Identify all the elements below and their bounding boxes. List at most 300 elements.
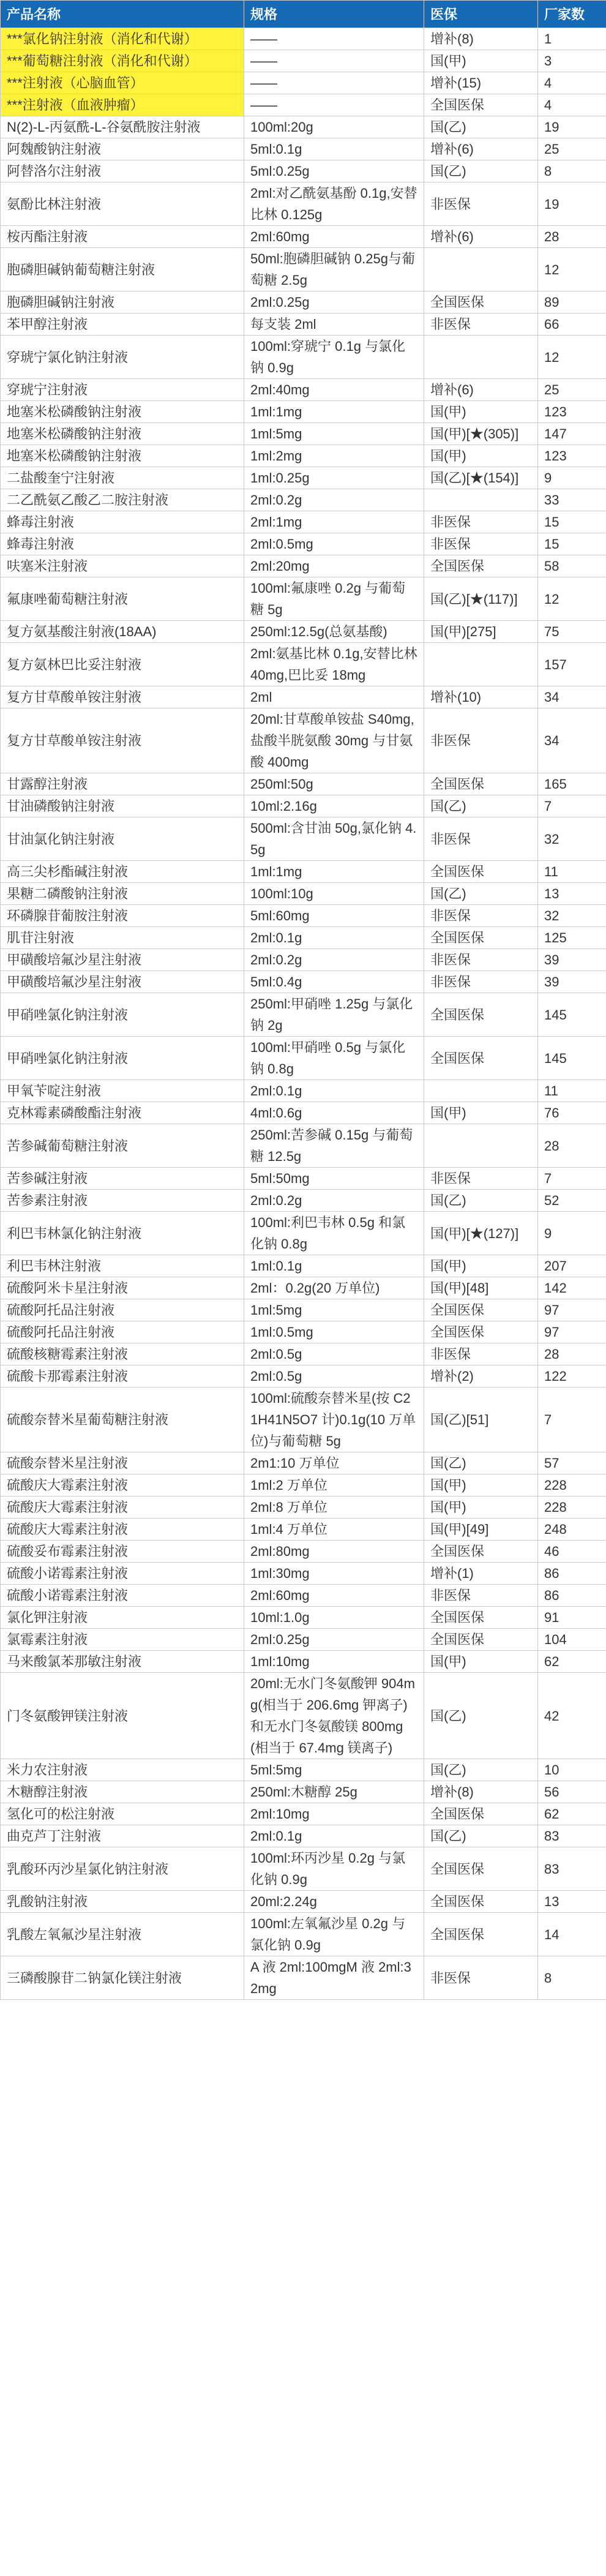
insurance-cell: 非医保 [424,708,538,773]
insurance-cell: 增补(1) [424,1563,538,1585]
spec-cell: 2ml:0.1g [244,927,424,949]
insurance-cell: 全国医保 [424,1299,538,1321]
product-name-cell: 复方甘草酸单铵注射液 [1,686,244,708]
spec-cell: —— [244,28,424,50]
manufacturer-count-cell: 10 [538,1759,606,1781]
table-row [1,533,606,555]
spec-cell: 100ml:氟康唑 0.2g 与葡萄糖 5g [244,577,424,621]
insurance-cell: 全国医保 [424,1847,538,1891]
table-row [1,643,606,686]
manufacturer-count-cell: 9 [538,467,606,489]
table-row [1,1759,606,1781]
manufacturer-count-cell: 4 [538,94,606,116]
manufacturer-count-cell: 1 [538,28,606,50]
header-product-name: 产品名称 [1,1,244,28]
insurance-cell: 全国医保 [424,993,538,1037]
manufacturer-count-cell: 13 [538,1891,606,1913]
product-name-cell: 米力农注射液 [1,1759,244,1781]
insurance-cell [424,1124,538,1168]
spec-cell: 1ml:1mg [244,401,424,423]
product-name-cell: 氨酚比林注射液 [1,182,244,226]
product-name-cell: 三磷酸腺苷二钠氯化镁注射液 [1,1956,244,2000]
spec-cell: 250ml:木糖醇 25g [244,1781,424,1803]
table-row [1,686,606,708]
spec-cell: 5ml:5mg [244,1759,424,1781]
table-row [1,1607,606,1629]
insurance-cell [424,1080,538,1102]
manufacturer-count-cell: 86 [538,1585,606,1607]
product-name-cell: 甘油磷酸钠注射液 [1,795,244,817]
manufacturer-count-cell: 11 [538,1080,606,1102]
product-name-cell: 地塞米松磷酸钠注射液 [1,401,244,423]
manufacturer-count-cell: 3 [538,50,606,72]
insurance-cell: 国(甲) [424,1255,538,1277]
insurance-cell: 全国医保 [424,861,538,883]
insurance-cell: 国(甲) [424,1651,538,1673]
product-name-cell: 复方氨林巴比妥注射液 [1,643,244,686]
table-row [1,291,606,314]
table-row [1,182,606,226]
table-row [1,1255,606,1277]
product-name-cell: 阿魏酸钠注射液 [1,138,244,160]
product-name-cell: 苯甲醇注射液 [1,314,244,336]
product-name-cell: 环磷腺苷葡胺注射液 [1,905,244,927]
manufacturer-count-cell: 19 [538,182,606,226]
spec-cell: —— [244,72,424,94]
manufacturer-count-cell: 147 [538,423,606,445]
table-row [1,1913,606,1956]
spec-cell: 100ml:穿琥宁 0.1g 与氯化钠 0.9g [244,336,424,379]
spec-cell: 250ml:12.5g(总氨基酸) [244,621,424,643]
manufacturer-count-cell: 104 [538,1629,606,1651]
manufacturer-count-cell: 123 [538,401,606,423]
insurance-cell: 国(乙) [424,795,538,817]
product-name-cell: 蜂毒注射液 [1,533,244,555]
manufacturer-count-cell: 89 [538,291,606,314]
spec-cell: 100ml:利巴韦林 0.5g 和氯化钠 0.8g [244,1212,424,1255]
product-name-cell: 甘油氯化钠注射液 [1,817,244,861]
spec-cell: 2m1:10 万单位 [244,1452,424,1474]
manufacturer-count-cell: 4 [538,72,606,94]
insurance-cell: 国(乙) [424,160,538,182]
table-row [1,1474,606,1496]
table-row [1,1452,606,1474]
insurance-cell: 增补(10) [424,686,538,708]
spec-cell: 1ml:5mg [244,423,424,445]
spec-cell: 1ml:10mg [244,1651,424,1673]
insurance-cell: 全国医保 [424,1607,538,1629]
spec-cell: 5ml:0.1g [244,138,424,160]
spec-cell: —— [244,94,424,116]
spec-cell: 100ml:环丙沙星 0.2g 与氯化钠 0.9g [244,1847,424,1891]
table-row [1,1825,606,1847]
product-name-cell: 硫酸核糖霉素注射液 [1,1343,244,1365]
product-name-cell: 曲克芦丁注射液 [1,1825,244,1847]
product-name-cell: 乳酸左氧氟沙星注射液 [1,1913,244,1956]
insurance-cell: 国(甲)[275] [424,621,538,643]
manufacturer-count-cell: 28 [538,1343,606,1365]
manufacturer-count-cell: 39 [538,971,606,993]
product-name-cell: 甲硝唑氯化钠注射液 [1,993,244,1037]
table-row [1,94,606,116]
spec-cell: 2ml:10mg [244,1803,424,1825]
product-name-cell: 穿琥宁注射液 [1,379,244,401]
table-row [1,1891,606,1913]
insurance-cell: 全国医保 [424,1891,538,1913]
manufacturer-count-cell: 52 [538,1190,606,1212]
insurance-cell: 增补(8) [424,1781,538,1803]
product-name-cell: 肌苷注射液 [1,927,244,949]
manufacturer-count-cell: 56 [538,1781,606,1803]
product-name-cell: 硫酸庆大霉素注射液 [1,1474,244,1496]
product-name-cell: 硫酸卡那霉素注射液 [1,1365,244,1388]
manufacturer-count-cell: 25 [538,138,606,160]
product-name-cell: 甲氧苄啶注射液 [1,1080,244,1102]
product-name-cell: ***注射液（血液肿瘤） [1,94,244,116]
manufacturer-count-cell: 34 [538,708,606,773]
spec-cell: 1ml:5mg [244,1299,424,1321]
product-name-cell: 硫酸阿米卡星注射液 [1,1277,244,1299]
manufacturer-count-cell: 15 [538,533,606,555]
manufacturer-count-cell: 32 [538,905,606,927]
manufacturer-count-cell: 123 [538,445,606,467]
spec-cell: 2ml:8 万单位 [244,1496,424,1519]
manufacturer-count-cell: 122 [538,1365,606,1388]
spec-cell: 2ml:0.2g [244,949,424,971]
insurance-cell: 国(甲) [424,1474,538,1496]
manufacturer-count-cell: 11 [538,861,606,883]
insurance-cell: 全国医保 [424,773,538,795]
product-name-cell: ***注射液（心脑血管） [1,72,244,94]
manufacturer-count-cell: 228 [538,1474,606,1496]
product-name-cell: 马来酸氯苯那敏注射液 [1,1651,244,1673]
table-row [1,883,606,905]
manufacturer-count-cell: 12 [538,248,606,291]
manufacturer-count-cell: 157 [538,643,606,686]
spec-cell: 2ml:40mg [244,379,424,401]
product-name-cell: 高三尖杉酯碱注射液 [1,861,244,883]
spec-cell: 2ml:20mg [244,555,424,577]
table-row [1,1080,606,1102]
insurance-cell: 非医保 [424,1168,538,1190]
table-row [1,1190,606,1212]
spec-cell: 2ml:1mg [244,511,424,533]
table-row [1,1673,606,1759]
insurance-cell: 非医保 [424,511,538,533]
insurance-cell: 非医保 [424,817,538,861]
manufacturer-count-cell: 25 [538,379,606,401]
spec-cell: 50ml:胞磷胆碱钠 0.25g与葡萄糖 2.5g [244,248,424,291]
spec-cell: 10ml:1.0g [244,1607,424,1629]
insurance-cell: 国(乙)[★(117)] [424,577,538,621]
table-row [1,1847,606,1891]
table-row [1,423,606,445]
table-row [1,1496,606,1519]
product-name-cell: 甲磺酸培氟沙星注射液 [1,971,244,993]
product-name-cell: 氯化钾注射液 [1,1607,244,1629]
insurance-cell: 国(乙) [424,1452,538,1474]
table-row [1,1563,606,1585]
insurance-cell: 全国医保 [424,1037,538,1080]
insurance-cell: 国(乙) [424,1759,538,1781]
insurance-cell: 国(甲) [424,401,538,423]
spec-cell: 1ml:0.5mg [244,1321,424,1343]
product-name-cell: 甲硝唑氯化钠注射液 [1,1037,244,1080]
insurance-cell [424,489,538,511]
spec-cell: 2ml:0.5mg [244,533,424,555]
manufacturer-count-cell: 145 [538,993,606,1037]
table-row [1,445,606,467]
product-name-cell: 门冬氨酸钾镁注射液 [1,1673,244,1759]
manufacturer-count-cell: 58 [538,555,606,577]
header-spec: 规格 [244,1,424,28]
insurance-cell: 增补(6) [424,226,538,248]
table-row [1,1629,606,1651]
spec-cell: 2ml:0.1g [244,1825,424,1847]
product-name-cell: 甘露醇注射液 [1,773,244,795]
spec-cell: 100ml:20g [244,116,424,138]
manufacturer-count-cell: 125 [538,927,606,949]
table-row [1,1388,606,1452]
product-name-cell: 硫酸庆大霉素注射液 [1,1519,244,1541]
manufacturer-count-cell: 66 [538,314,606,336]
insurance-cell: 国(甲)[49] [424,1519,538,1541]
spec-cell: 2ml:氨基比林 0.1g,安替比林 40mg,巴比妥 18mg [244,643,424,686]
table-row [1,817,606,861]
insurance-cell: 全国医保 [424,1321,538,1343]
product-name-cell: 蜂毒注射液 [1,511,244,533]
table-row [1,621,606,643]
product-name-cell: 氯霉素注射液 [1,1629,244,1651]
spec-cell: 2ml:0.25g [244,1629,424,1651]
table-row [1,927,606,949]
insurance-cell: 非医保 [424,949,538,971]
spec-cell: 250ml:50g [244,773,424,795]
manufacturer-count-cell: 57 [538,1452,606,1474]
manufacturer-count-cell: 207 [538,1255,606,1277]
insurance-cell: 国(乙) [424,116,538,138]
product-name-cell: 地塞米松磷酸钠注射液 [1,423,244,445]
table-row [1,1781,606,1803]
product-name-cell: 苦参素注射液 [1,1190,244,1212]
product-name-cell: 木糖醇注射液 [1,1781,244,1803]
table-row [1,1124,606,1168]
product-name-cell: 果糖二磷酸钠注射液 [1,883,244,905]
insurance-cell: 国(甲)[48] [424,1277,538,1299]
insurance-cell [424,248,538,291]
table-row [1,971,606,993]
manufacturer-count-cell: 97 [538,1299,606,1321]
manufacturer-count-cell: 42 [538,1673,606,1759]
manufacturer-count-cell: 165 [538,773,606,795]
product-name-cell: 穿琥宁氯化钠注射液 [1,336,244,379]
spec-cell: 100ml:左氧氟沙星 0.2g 与氯化钠 0.9g [244,1913,424,1956]
insurance-cell: 全国医保 [424,1803,538,1825]
product-name-cell: 二盐酸奎宁注射液 [1,467,244,489]
manufacturer-count-cell: 15 [538,511,606,533]
manufacturer-count-cell: 83 [538,1825,606,1847]
product-name-cell: 胞磷胆碱钠葡萄糖注射液 [1,248,244,291]
manufacturer-count-cell: 8 [538,1956,606,2000]
spec-cell: 5ml:60mg [244,905,424,927]
product-name-cell: 苦参碱葡萄糖注射液 [1,1124,244,1168]
insurance-cell: 非医保 [424,314,538,336]
spec-cell: 2ml [244,686,424,708]
insurance-cell: 国(甲)[★(305)] [424,423,538,445]
product-name-cell: 克林霉素磷酸酯注射液 [1,1102,244,1124]
manufacturer-count-cell: 76 [538,1102,606,1124]
insurance-cell [424,336,538,379]
spec-cell: 250ml:苦参碱 0.15g 与葡萄糖 12.5g [244,1124,424,1168]
product-name-cell: 利巴韦林氯化钠注射液 [1,1212,244,1255]
manufacturer-count-cell: 97 [538,1321,606,1343]
spec-cell: 1ml:4 万单位 [244,1519,424,1541]
spec-cell: 100ml:硫酸奈替米星(按 C21H41N5O7 计)0.1g(10 万单位)与葡萄糖 5g [244,1388,424,1452]
insurance-cell: 增补(8) [424,28,538,50]
table-row [1,511,606,533]
table-row [1,708,606,773]
spec-cell: 2ml:0.2g [244,1190,424,1212]
insurance-cell [424,643,538,686]
product-name-cell: ***氯化钠注射液（消化和代谢） [1,28,244,50]
manufacturer-count-cell: 12 [538,336,606,379]
table-row [1,555,606,577]
table-row [1,138,606,160]
product-name-cell: ***葡萄糖注射液（消化和代谢） [1,50,244,72]
spec-cell: 1ml:0.1g [244,1255,424,1277]
manufacturer-count-cell: 62 [538,1803,606,1825]
insurance-cell: 增补(15) [424,72,538,94]
table-row [1,336,606,379]
table-row [1,577,606,621]
product-name-cell: 胞磷胆碱钠注射液 [1,291,244,314]
insurance-cell: 增补(6) [424,138,538,160]
insurance-cell: 非医保 [424,1343,538,1365]
spec-cell: 500ml:含甘油 50g,氯化钠 4.5g [244,817,424,861]
manufacturer-count-cell: 8 [538,160,606,182]
spec-cell: 5ml:50mg [244,1168,424,1190]
manufacturer-count-cell: 7 [538,795,606,817]
insurance-cell: 全国医保 [424,927,538,949]
insurance-cell: 国(乙) [424,1825,538,1847]
spec-cell: 4ml:0.6g [244,1102,424,1124]
manufacturer-count-cell: 91 [538,1607,606,1629]
table-row [1,379,606,401]
table-row [1,773,606,795]
insurance-cell: 非医保 [424,1585,538,1607]
product-name-cell: 硫酸小诺霉素注射液 [1,1563,244,1585]
insurance-cell: 全国医保 [424,1541,538,1563]
spec-cell: 100ml:10g [244,883,424,905]
product-name-cell: 二乙酰氨乙酸乙二胺注射液 [1,489,244,511]
spec-cell: 2ml:0.5g [244,1343,424,1365]
spec-cell: 20ml:2.24g [244,1891,424,1913]
insurance-cell: 国(乙) [424,1673,538,1759]
manufacturer-count-cell: 34 [538,686,606,708]
spec-cell: 20ml:无水门冬氨酸钾 904mg(相当于 206.6mg 钾离子)和无水门冬氨酸镁 800mg(相当于 67.4mg 镁离子) [244,1673,424,1759]
spec-cell: 10ml:2.16g [244,795,424,817]
insurance-cell: 国(乙) [424,883,538,905]
manufacturer-count-cell: 13 [538,883,606,905]
table-row [1,1651,606,1673]
product-name-cell: 硫酸阿托品注射液 [1,1299,244,1321]
spec-cell: —— [244,50,424,72]
insurance-cell: 国(甲) [424,1102,538,1124]
table-row [1,905,606,927]
manufacturer-count-cell: 86 [538,1563,606,1585]
spec-cell: 1ml:1mg [244,861,424,883]
table-row [1,861,606,883]
spec-cell: 2ml:60mg [244,226,424,248]
spec-cell: 每支装 2ml [244,314,424,336]
table-row [1,1365,606,1388]
insurance-cell: 全国医保 [424,1913,538,1956]
table-row [1,116,606,138]
table-row [1,1343,606,1365]
product-name-cell: 硫酸阿托品注射液 [1,1321,244,1343]
manufacturer-count-cell: 7 [538,1168,606,1190]
manufacturer-count-cell: 19 [538,116,606,138]
product-name-cell: 桉丙酯注射液 [1,226,244,248]
spec-cell: 1ml:2 万单位 [244,1474,424,1496]
product-name-cell: 呋塞米注射液 [1,555,244,577]
table-row [1,795,606,817]
manufacturer-count-cell: 75 [538,621,606,643]
manufacturer-count-cell: 33 [538,489,606,511]
table-row [1,226,606,248]
insurance-cell: 非医保 [424,971,538,993]
table-header-row [1,1,606,28]
table-row [1,50,606,72]
table-row [1,1541,606,1563]
spec-cell: 250ml:甲硝唑 1.25g 与氯化钠 2g [244,993,424,1037]
manufacturer-count-cell: 62 [538,1651,606,1673]
manufacturer-count-cell: 83 [538,1847,606,1891]
manufacturer-count-cell: 145 [538,1037,606,1080]
spec-cell: 5ml:0.25g [244,160,424,182]
table-row [1,248,606,291]
insurance-cell: 全国医保 [424,555,538,577]
manufacturer-count-cell: 142 [538,1277,606,1299]
table-row [1,160,606,182]
product-name-cell: 乳酸环丙沙星氯化钠注射液 [1,1847,244,1891]
insurance-cell: 全国医保 [424,1629,538,1651]
product-name-cell: 利巴韦林注射液 [1,1255,244,1277]
header-manufacturer-count: 厂家数 [538,1,606,28]
table-row [1,1585,606,1607]
table-row [1,1037,606,1080]
product-name-cell: N(2)-L-丙氨酰-L-谷氨酰胺注射液 [1,116,244,138]
spec-cell: 2ml:0.25g [244,291,424,314]
product-name-cell: 硫酸小诺霉素注射液 [1,1585,244,1607]
product-name-cell: 乳酸钠注射液 [1,1891,244,1913]
insurance-cell: 国(甲) [424,50,538,72]
table-row [1,1803,606,1825]
insurance-cell: 非医保 [424,533,538,555]
table-row [1,467,606,489]
table-row [1,949,606,971]
table-row [1,1102,606,1124]
spec-cell: 2ml:80mg [244,1541,424,1563]
manufacturer-count-cell: 28 [538,226,606,248]
table-row [1,1168,606,1190]
product-name-cell: 复方甘草酸单铵注射液 [1,708,244,773]
spec-cell: 2ml：0.2g(20 万单位) [244,1277,424,1299]
insurance-cell: 非医保 [424,182,538,226]
table-row [1,72,606,94]
insurance-cell: 国(甲)[★(127)] [424,1212,538,1255]
table-row [1,28,606,50]
